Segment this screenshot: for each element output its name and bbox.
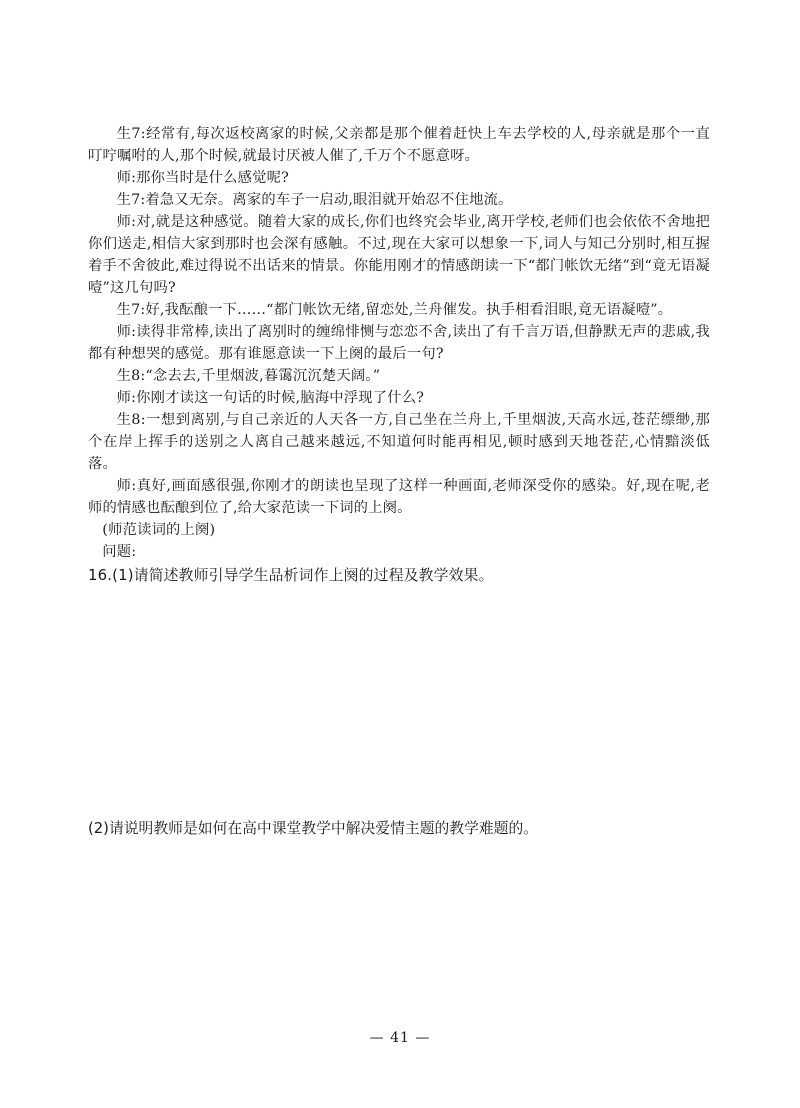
dialogue-paragraph: 师:那你当时是什么感觉呢? xyxy=(116,170,289,186)
page-number: — 41 — xyxy=(369,1030,431,1046)
stage-direction: (师范读词的上阕) xyxy=(102,522,216,538)
questions-label: 问题: xyxy=(102,544,137,560)
dialogue-paragraph: 生8:“念去去,千里烟波,暮霭沉沉楚天阔。” xyxy=(116,368,381,384)
dialogue-paragraph: 师:你刚才读这一句话的时候,脑海中浮现了什么? xyxy=(116,390,425,406)
question-16-part-1: 16.(1)请简述教师引导学生品析词作上阕的过程及教学效果。 xyxy=(88,567,494,584)
dialogue-paragraph: 生7:着急又无奈。离家的车子一启动,眼泪就开始忍不住地流。 xyxy=(116,192,513,208)
dialogue-paragraph: 生8:一想到离别,与自己亲近的人天各一方,自己坐在兰舟上,千里烟波,天高水远,苍茫缥缈,那个在岸上挥手的送别之人离自己越来越远,不知道何时能再相见,顿时感到天地苍茫,心情黯淡低落。 xyxy=(88,412,710,472)
dialogue-paragraph: 师:真好,画面感很强,你刚才的朗读也呈现了这样一种画面,老师深受你的感染。好,现在呢,老师的情感也酝酿到位了,给大家范读一下词的上阕。 xyxy=(88,478,710,516)
dialogue-paragraph: 师:对,就是这种感觉。随着大家的成长,你们也终究会毕业,离开学校,老师们也会依依不舍地把你们送走,相信大家到那时也会深有感触。不过,现在大家可以想象一下,词人与知己分别时,相互握着手不舍彼此,难过得说不出话来的情景。你能用刚才的情感朗读一下“都门帐饮无绪”到“竟无语凝噎”这几句吗? xyxy=(88,214,710,296)
question-16-part-2: (2)请说明教师是如何在高中课堂教学中解决爱情主题的教学难题的。 xyxy=(88,820,539,837)
document-body xyxy=(88,123,710,587)
dialogue-paragraph: 生7:经常有,每次返校离家的时候,父亲都是那个催着赶快上车去学校的人,母亲就是那个一直叮咛嘱咐的人,那个时候,就最讨厌被人催了,千万个不愿意呀。 xyxy=(88,126,710,164)
dialogue-paragraph: 师:读得非常棒,读出了离别时的缠绵悱恻与恋恋不舍,读出了有千言万语,但静默无声的悲戚,我都有种想哭的感觉。那有谁愿意读一下上阕的最后一句? xyxy=(88,324,710,362)
dialogue-paragraph: 生7:好,我酝酿一下……“都门帐饮无绪,留恋处,兰舟催发。执手相看泪眼,竟无语凝噎”。 xyxy=(116,302,673,318)
